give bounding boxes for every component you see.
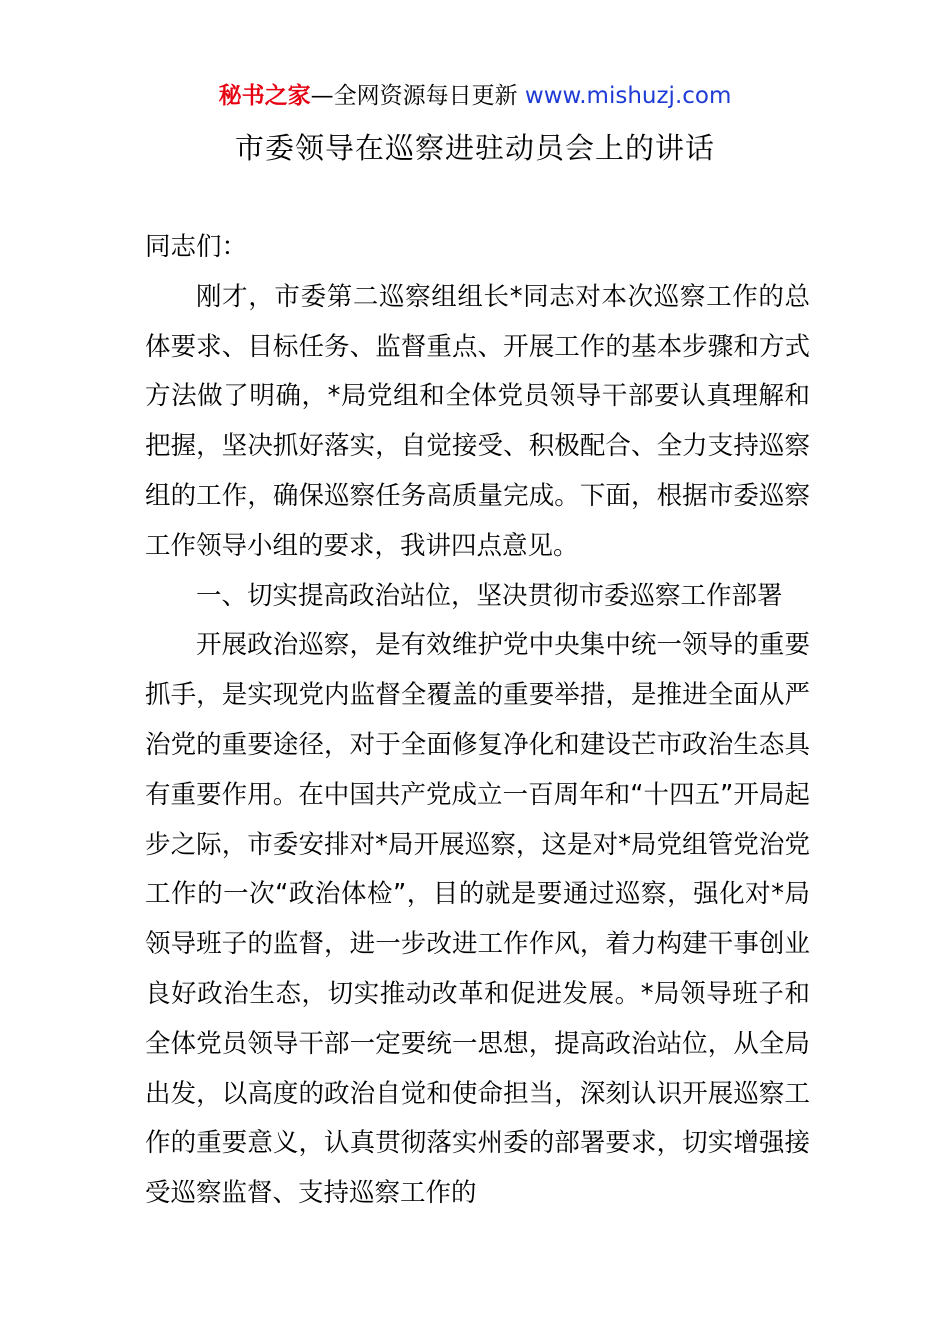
- site-url-link[interactable]: www.mishuzj.com: [524, 83, 732, 109]
- document-body: [145, 223, 810, 1219]
- site-banner: [0, 80, 950, 112]
- paragraph-intro: 刚才，市委第二巡察组组长*同志对本次巡察工作的总体要求、目标任务、监督重点、开展工作的基本步骤和方式方法做了明确，*局党组和全体党员领导干部要认真理解和把握，坚决抓好落实，自觉接受、积极配合、全力支持巡察组的工作，确保巡察任务高质量完成。下面，根据市委巡察工作领导小组的要求，我讲四点意见。: [145, 281, 810, 561]
- section-heading-1: 一、切实提高政治站位，坚决贯彻市委巡察工作部署: [196, 580, 783, 611]
- salutation: 同志们：: [145, 232, 248, 262]
- paragraph-section-1: 开展政治巡察，是有效维护党中央集中统一领导的重要抓手，是实现党内监督全覆盖的重要举措，是推进全面从严治党的重要途径，对于全面修复净化和建设芒市政治生态具有重要作用。在中国共产党成立一百周年和“十四五”开局起步之际，市委安排对*局开展巡察，这是对*局党组管党治党工作的一次“政治体检”，目的就是要通过巡察，强化对*局领导班子的监督，进一步改进工作作风，着力构建干事创业良好政治生态，切实推动改革和促进发展。*局领导班子和全体党员领导干部一定要统一思想，提高政治站位，从全局出发，以高度的政治自觉和使命担当，深刻认识开展巡察工作的重要意义，认真贯彻落实州委的部署要求，切实增强接受巡察监督、支持巡察工作的: [145, 630, 810, 1209]
- document-title: 市委领导在巡察进驻动员会上的讲话: [234, 131, 715, 165]
- brand-name: 秘书之家: [218, 83, 311, 109]
- banner-tagline: —全网资源每日更新: [310, 83, 525, 109]
